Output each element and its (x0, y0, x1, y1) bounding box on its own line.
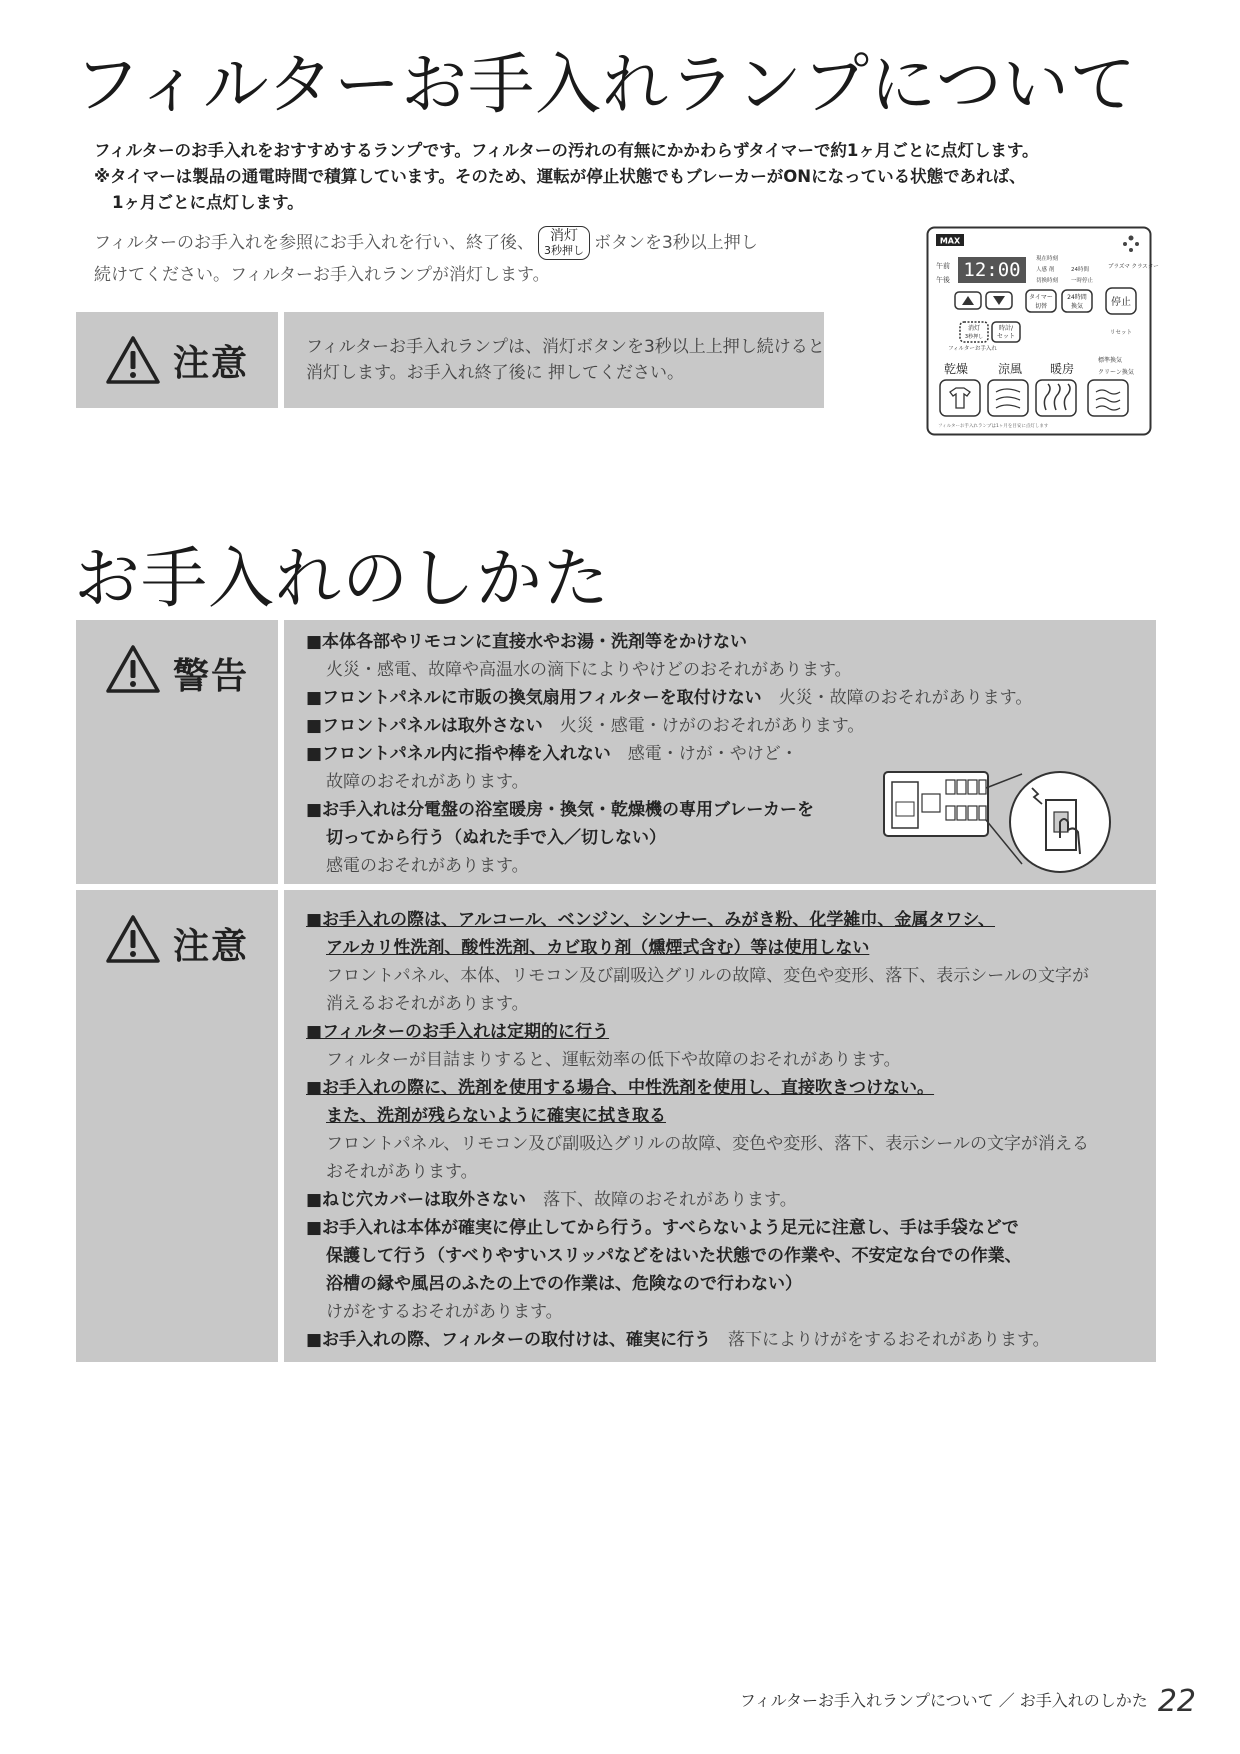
instruction-after: ボタンを3秒以上押し (593, 233, 758, 253)
warning-list: ■本体各部やリモコンに直接水やお湯・洗剤等をかけない 火災・感電、故障や高温水の滴下によりやけどのおそれがあります。 ■フロントパネルに市販の換気扇用フィルターを取付けない 火災・故障のおそれがあります。 ■フロントパネルは取外さない 火災・感電・けがのおそれがあります。 ■フロントパネル内に指や棒を入れない 感電・けが・やけど・ 故障のおそれがあります。 ■お手入れは分電盤の浴室暖房・換気・乾燥機の専用ブレーカーを 切ってから行う（ぬれた手で入／切しない） 感電のおそれがあります。 (306, 628, 1032, 880)
svg-text:人感 剤: 人感 剤 (1036, 267, 1055, 273)
svg-text:時計/: 時計/ (998, 325, 1014, 332)
instruction-before: フィルターのお手入れを参照にお手入れを行い、終了後、 (94, 233, 534, 253)
brand-text: MAX (939, 236, 961, 246)
svg-text:現在時刻: 現在時刻 (1036, 256, 1059, 262)
intro-line: ※タイマーは製品の通電時間で積算しています。そのため、運転が停止状態でもブレーカーがONになっている状態であれば、 (94, 167, 1026, 186)
caution-label: 注意 (172, 342, 249, 384)
caution-item: ■ねじ穴カバーは取外さない 落下、故障のおそれがあります。 (306, 1190, 797, 1210)
breaker-illustration (882, 764, 1122, 876)
svg-text:24時間: 24時間 (1067, 294, 1087, 301)
caution-item: ■お手入れは本体が確実に停止してから行う。すべらないよう足元に注意し、手は手袋などで (306, 1218, 1019, 1238)
warning-item: ■フロントパネル内に指や棒を入れない 感電・けが・やけど・ (306, 744, 798, 764)
svg-text:セット: セット (996, 333, 1016, 340)
svg-text:停止: 停止 (1111, 297, 1131, 308)
caution2-label-box (76, 890, 278, 1362)
section-title-care: お手入れのしかた (74, 540, 610, 617)
warning-triangle-icon (105, 335, 161, 385)
warning-item: ■フロントパネルに市販の換気扇用フィルターを取付けない 火災・故障のおそれがあります。 (306, 688, 1033, 708)
svg-text:3秒押し: 3秒押し (964, 334, 984, 340)
warning-label: 警告 (172, 656, 249, 697)
off-key-symbol: 消灯 3秒押し (538, 226, 590, 260)
warning-label-box (76, 620, 278, 884)
svg-text:フィルターお手入れランプは1ヶ月を目安に点灯します: フィルターお手入れランプは1ヶ月を目安に点灯します (938, 424, 1049, 429)
caution-label-box (76, 312, 278, 408)
caution-item: ■お手入れの際は、アルコール、ベンジン、シンナー、みがき粉、化学雑巾、金属タワシ、 (306, 910, 996, 930)
svg-text:換気: 換気 (1070, 303, 1084, 310)
caution-item: ■お手入れの際に、洗剤を使用する場合、中性洗剤を使用し、直接吹きつけない。 (306, 1078, 935, 1098)
svg-text:タイマー: タイマー (1029, 294, 1053, 301)
svg-text:一時停止: 一時停止 (1071, 278, 1094, 284)
svg-text:切替: 切替 (1034, 303, 1048, 310)
intro-text (94, 138, 1134, 216)
caution2-label: 注意 (172, 926, 249, 967)
instruction-line2: 続けてください。フィルターお手入れランプが消灯します。 (94, 265, 550, 285)
pm-text: 午後 (936, 276, 950, 284)
caution-item: ■フィルターのお手入れは定期的に行う (306, 1022, 610, 1042)
footer-text: フィルターお手入れランプについて ／ お手入れのしかた (739, 1691, 1148, 1710)
svg-text:クリーン換気: クリーン換気 (1098, 369, 1134, 376)
svg-text:乾燥: 乾燥 (944, 362, 969, 376)
time-text: 12:00 (963, 259, 1021, 281)
intro-line: 1ヶ月ごとに点灯します。 (112, 193, 304, 212)
svg-text:暖房: 暖房 (1050, 362, 1075, 376)
page-number: 22 (1157, 1684, 1196, 1719)
svg-text:標準換気: 標準換気 (1098, 357, 1123, 364)
caution2-list: ■お手入れの際は、アルコール、ベンジン、シンナー、みがき粉、化学雑巾、金属タワシ、 アルカリ性洗剤、酸性洗剤、カビ取り剤（燻煙式含む）等は使用しない フロントパネル、本体、リモコン及び副吸込グリルの故障、変色や変形、落下、表示シールの文字が 消えるおそれがあります。 ■フィルターのお手入れは定期的に行う フィルターが目詰まりすると、運転効率の低下や故障のおそれがあります。 ■お手入れの際に、洗剤を使用する場合、中性洗剤を使用し、直接吹きつけない。 また、洗剤が残らないように確実に拭き取る フロントパネル、リモコン及び副吸込グリルの故障、変色や変形、落下、表示シールの文字が消える おそれがあります。 ■ねじ穴カバーは取外さない 落下、故障のおそれがあります。 ■お手入れは本体が確実に停止してから行う。すべらないよう足元に注意し、手は手袋などで 保護して行う（すべりやすいスリッパなどをはいた状態での作業や、不安定な台での作業、 浴槽の縁や風呂のふたの上での作業は、危険なので行わない） けがをするおそれがあります。 ■お手入れの際、フィルターの取付けは、確実に行う 落下によりけがをするおそれがあります。 (306, 906, 1089, 1354)
warning-item: ■お手入れは分電盤の浴室暖房・換気・乾燥機の専用ブレーカーを (306, 800, 815, 820)
warning-item: ■本体各部やリモコンに直接水やお湯・洗剤等をかけない (306, 632, 748, 652)
svg-text:プラズマ クラスター: プラズマ クラスター (1108, 264, 1159, 270)
am-text: 午前 (936, 262, 950, 270)
svg-text:切換時刻: 切換時刻 (1036, 278, 1059, 284)
warning-triangle-icon (105, 644, 161, 694)
svg-text:24時間: 24時間 (1071, 267, 1089, 273)
warning-triangle-icon (105, 914, 161, 964)
filter-lamp-text: フィルターお手入れ (948, 346, 997, 352)
svg-text:涼風: 涼風 (998, 362, 1023, 376)
remote-control-illustration (926, 226, 1159, 436)
caution-text: フィルターお手入れランプは、消灯ボタンを3秒以上上押し続けると消灯します。お手入れ終了後に 押してください。 (306, 337, 825, 383)
page-footer (740, 1684, 1196, 1719)
warning-item: ■フロントパネルは取外さない 火災・感電・けがのおそれがあります。 (306, 716, 865, 736)
section-title-filter-lamp: フィルターお手入れランプについて (74, 46, 1137, 123)
instruction-text (94, 226, 874, 291)
caution-item: ■お手入れの際、フィルターの取付けは、確実に行う 落下によりけがをするおそれがあります。 (306, 1330, 1050, 1350)
svg-text:消灯: 消灯 (967, 325, 981, 332)
intro-line: フィルターのお手入れをおすすめするランプです。フィルターの汚れの有無にかかわらずタイマーで約1ヶ月ごとに点灯します。 (94, 141, 1039, 160)
svg-text:リセット: リセット (1110, 330, 1132, 336)
